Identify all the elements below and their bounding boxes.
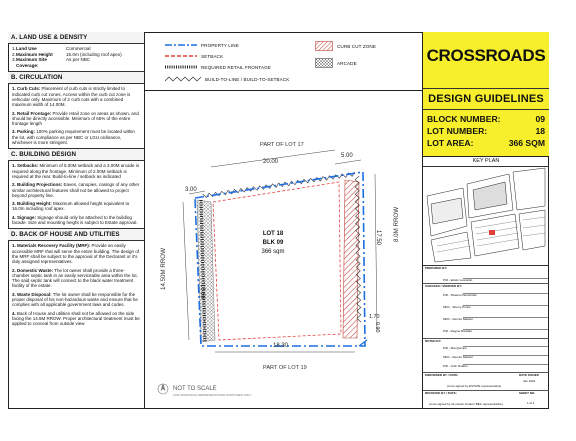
lot-area-label: LOT AREA: <box>427 138 474 148</box>
building-item <box>8 215 144 226</box>
circulation-heading: B. CIRCULATION <box>8 71 144 84</box>
dim-line-top-b <box>335 160 361 164</box>
sheet-no-value: 1 of 1 <box>527 401 535 405</box>
circulation-item-title: 2. Retail Frontage: <box>12 110 52 116</box>
legend-setback-label: SETBACK <box>201 53 224 59</box>
dim-bottom-corner: 1.70 <box>369 314 380 320</box>
key-plan-map <box>423 166 549 266</box>
land-use-key: Maximum Height <box>16 51 53 57</box>
endorsed-by-label: ENDORSED BY / DATE: <box>425 373 459 377</box>
part-lot-17-label: PART OF LOT 17 <box>260 142 304 148</box>
legend-arcade <box>315 58 357 68</box>
signature-line <box>463 346 548 347</box>
prepared-by-label: PREPARED BY: <box>425 266 448 270</box>
building-item-text: Signage should only be attached to the building facade. Size and mounting height is subject to Estate approval. <box>12 214 138 226</box>
land-use-num: 2. <box>12 51 16 57</box>
checked-by-row <box>423 283 549 339</box>
checked-by-name: MDC - Dennis Salazar <box>443 317 473 321</box>
legend-retail-label: REQUIRED RETAIL FRONTAGE <box>201 64 271 70</box>
checked-by-name: PID - Shaima Pancubrido <box>443 293 477 297</box>
utilities-heading: D. BACK OF HOUSE AND UTILITIES <box>8 228 144 241</box>
block-number-label: BLOCK NUMBER: <box>427 114 501 124</box>
noted-by-name: MDC - Dennis Salazar <box>443 355 473 359</box>
building-item <box>8 163 144 179</box>
land-use-heading: A. LAND USE & DENSITY <box>8 32 144 44</box>
checked-by-name: PID - Regine Rivadas <box>443 329 472 333</box>
part-lot-19-label: PART OF LOT 19 <box>263 365 307 371</box>
dim-left: 18.66 <box>199 284 205 300</box>
site-plan-area <box>145 32 422 409</box>
setback-symbol <box>165 53 197 59</box>
utilities-item <box>8 311 144 327</box>
land-use-row <box>8 57 144 68</box>
endorsed-row <box>423 372 549 391</box>
legend-property-line-label: PROPERTY LINE <box>201 42 239 48</box>
legend-curb-cut-label: CURB CUT ZONE <box>337 43 376 49</box>
legend-curb-cut <box>315 41 376 51</box>
road-left-label: 14.50M RROW <box>160 248 167 290</box>
lot-number-row <box>427 126 545 136</box>
land-use-list <box>8 44 144 71</box>
date-issued-value: Jan 2024 <box>523 379 536 383</box>
lot-number-value: 18 <box>535 126 545 136</box>
circulation-item <box>8 129 144 145</box>
arcade-swatch <box>315 58 333 68</box>
design-guidelines-heading: DESIGN GUIDELINES <box>423 88 549 110</box>
utilities-item <box>8 268 144 289</box>
dim-line-right <box>375 174 377 330</box>
lot-area-value: 366 SQM <box>508 138 545 148</box>
key-plan-heading: KEY PLAN <box>423 156 549 167</box>
building-design-list <box>8 163 144 225</box>
dim-right-small: 0.90 <box>374 322 380 333</box>
lot-area-label: 366 sqm <box>261 249 285 255</box>
noted-by-label: NOTED BY: <box>425 339 442 343</box>
legend-setback <box>165 53 223 59</box>
property-line <box>195 172 365 346</box>
signature-line <box>463 355 548 356</box>
building-item-text: Minimum of 5.00M setback and a 3.00M arcade is required along the frontage. Minimum of 2.00M setback is required at the rear. Build-to-line / setback as indicated <box>12 163 140 179</box>
circulation-item-title: 1. Curb Cuts: <box>12 86 41 92</box>
retail-frontage-symbol <box>165 64 197 70</box>
circulation-list <box>8 86 144 145</box>
dim-right: 17.50 <box>375 230 381 246</box>
build-to-line-symbol <box>165 75 201 83</box>
prepared-by-name: PID - Edwin Leonardo <box>443 278 473 282</box>
building-item-title: 3. Building Height: <box>12 201 52 207</box>
circulation-item-text: Placement of curb cuts is strictly limited to indicated curb cut zones. Access within the curb cut zone is vehicular only. Maximum of 2 curb cuts with a combined maximum width of 14.00M. <box>12 86 131 108</box>
legend <box>145 32 422 91</box>
received-by-label: RECEIVED BY / DATE: <box>425 391 457 395</box>
dim-top-a: 20.00 <box>263 159 279 165</box>
noted-by-row <box>423 338 549 373</box>
guidelines-text-column <box>8 32 145 409</box>
signature-line <box>463 364 548 365</box>
setback-line <box>213 182 341 340</box>
legend-property-line <box>165 42 239 48</box>
curb-cut-zone <box>343 180 359 338</box>
land-use-value: 16.0m (including roof apex) <box>66 51 122 57</box>
land-use-key: Land Use <box>16 46 37 51</box>
legend-arcade-label: ARCADE <box>337 60 357 66</box>
prepared-by-row <box>423 265 549 284</box>
building-item-text: Maximum allowed height equivalent to 16.0m including roof apex. <box>12 201 130 212</box>
block-number-value: 09 <box>535 114 545 124</box>
property-line-symbol <box>165 42 197 48</box>
utilities-item-title: 2. Domestic Waste: <box>12 267 54 273</box>
signature-line <box>463 305 548 306</box>
block-number-label: BLK 09 <box>262 240 284 246</box>
building-item-text: Eaves, canopies, casings of any other similar architectural features shall not be allowed to project beyond property line. <box>12 182 140 198</box>
lot-number-label: LOT 18 <box>262 231 284 237</box>
checked-by-label: CHECKED / VERIFIED BY: <box>425 284 462 288</box>
checked-by-name: MDC - Sherry Ponce <box>443 305 471 309</box>
utilities-item-text: Provide an easily accessible MRF that will serve the entire building. The design of the MRF shall be subject to the approval of the Declarant or it's duly assigned representatives. <box>12 243 139 265</box>
title-block <box>423 32 549 157</box>
utilities-item-title: 3. Waste Disposal: <box>12 291 52 297</box>
dim-line-left <box>183 202 189 340</box>
received-row <box>423 390 549 408</box>
received-note: (to be signed by lot owner/ locator/ BEC representative) <box>429 402 503 406</box>
key-plan-lot-marker <box>489 230 495 235</box>
circulation-item-text: 100% parking requirement must be located within the lot, with compliance as per NBC or LGU ordinance, whichever is more stringent. <box>12 129 135 146</box>
land-use-num: 3. <box>12 57 16 63</box>
signature-line <box>463 329 548 330</box>
circulation-item <box>8 86 144 107</box>
lot-area-row <box>427 138 545 148</box>
scale-subnote: FOR GRAPHICAL REPRESENTATION PURPOSES ONLY <box>173 393 252 397</box>
utilities-item-text: The lot owner shall provide a three-chamber septic tank in an easily serviceable area within the lot. The said septic tank will connect to the black water treatment facility of the estate. <box>12 267 138 289</box>
dim-top-b: 5.00 <box>341 153 353 159</box>
circulation-item-text: Provide retail zone on areas as shown, and should be directly accessible. Minimum of 65% of the entire frontage length <box>12 110 139 127</box>
utilities-item-title: 1. Materials Recovery Facility (MRF): <box>12 243 91 249</box>
title-column <box>422 32 549 409</box>
land-use-key: Maximum Site Coverage: <box>16 57 47 68</box>
project-title: CROSSROADS <box>426 46 546 65</box>
curb-cut-swatch <box>315 41 333 51</box>
utilities-item-text: Back of House and utilities shall not be allowed on the side facing the 14.5M RROW. Proper architectural treatment must be applied to conceal from outside view <box>12 310 140 327</box>
endorsed-note: (to be signed by ESTATE representative) <box>447 384 502 388</box>
building-item-title: 2. Building Projections: <box>12 182 63 188</box>
road-right-label: 8.0M RROW <box>393 206 400 242</box>
building-item <box>8 201 144 212</box>
block-number-row <box>427 114 545 124</box>
building-item <box>8 182 144 198</box>
legend-build-to-label: BUILD-TO-LINE / BUILD-TO-SETBACK <box>205 76 290 82</box>
utilities-item-text: The lot owner shall be responsible for the proper disposal of his non-hazardous waste and ensure that he complies with all applicable government laws and codes. <box>12 291 138 308</box>
utilities-list <box>8 243 144 326</box>
key-plan-drawing <box>423 166 549 265</box>
not-to-scale: NOT TO SCALE <box>173 386 217 392</box>
utilities-item <box>8 243 144 264</box>
legend-retail <box>165 64 271 70</box>
land-use-num: 1. <box>12 46 16 51</box>
signature-line <box>463 317 548 318</box>
legend-build-to <box>165 75 289 83</box>
dim-bottom: 18.30 <box>273 343 289 349</box>
building-design-heading: C. BUILDING DESIGN <box>8 148 144 161</box>
north-arrow-icon <box>158 383 168 394</box>
utilities-item <box>8 292 144 308</box>
noted-by-name: PID - Mia Quimpo <box>443 346 467 350</box>
building-item-title: 4. Signage: <box>12 214 37 220</box>
land-use-value: As per NBC <box>66 57 91 63</box>
site-plan-drawing <box>145 90 422 409</box>
date-issued-label: DATE ISSUED <box>519 373 539 377</box>
circulation-item <box>8 111 144 127</box>
property-corner <box>359 340 367 346</box>
lot-number-label: LOT NUMBER: <box>427 126 488 136</box>
land-use-value: Commercial <box>66 46 91 51</box>
dim-left-top: 3.00 <box>185 187 197 193</box>
circulation-item-title: 3. Parking: <box>12 129 36 135</box>
noted-by-name: PID - John Dulatre <box>443 364 468 368</box>
utilities-item-title: 4. <box>12 310 16 316</box>
sheet-no-label: SHEET NO. <box>519 391 536 395</box>
building-item-title: 1. Setbacks: <box>12 163 39 169</box>
